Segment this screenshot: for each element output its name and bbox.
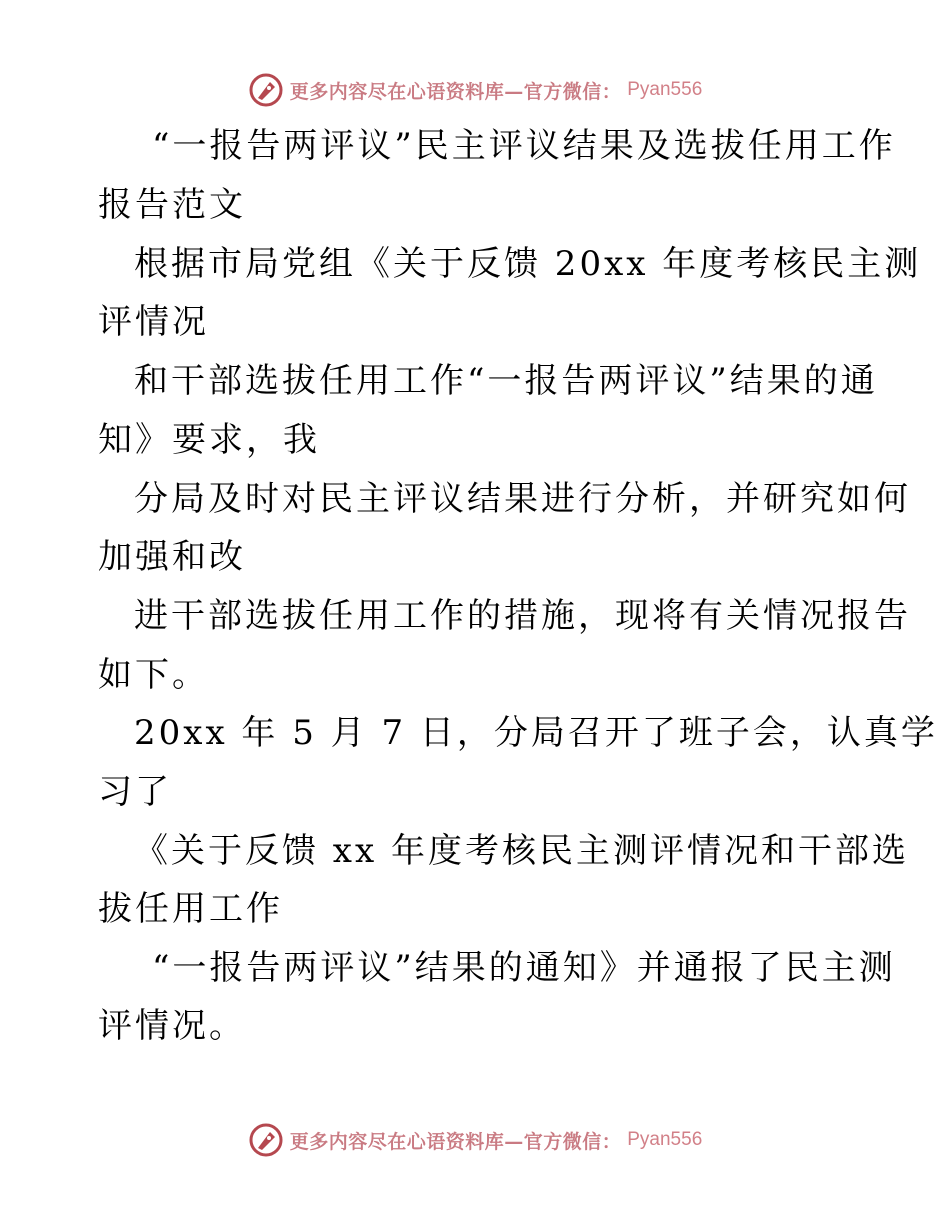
banner-text: 更多内容尽在心语资料库—官方微信： (289, 1130, 622, 1153)
banner-wechat-id: Pyan556 (627, 1129, 703, 1150)
banner-text: 更多内容尽在心语资料库—官方微信： (289, 80, 622, 103)
doc-title-line-2: 报告范文 (98, 185, 246, 225)
footer-banner (0, 1120, 950, 1160)
doc-line: 习了 (98, 772, 172, 812)
doc-title-line-1: “一报告两评议”民主评议结果及选拔任用工作 (152, 126, 896, 166)
doc-line: 和干部选拔任用工作“一报告两评议”结果的通 (134, 361, 878, 401)
doc-line: 拔任用工作 (98, 889, 283, 929)
doc-line: 知》要求，我 (98, 420, 320, 460)
pen-nib-logo-icon (248, 72, 284, 108)
pen-nib-logo-icon (248, 1122, 284, 1158)
doc-line: 进干部选拔任用工作的措施，现将有关情况报告 (134, 596, 911, 636)
doc-line: “一报告两评议”结果的通知》并通报了民主测 (152, 948, 896, 988)
doc-line: 评情况。 (98, 1006, 246, 1046)
doc-line: 评情况 (98, 302, 209, 342)
doc-line: 加强和改 (98, 537, 246, 577)
doc-line: 根据市局党组《关于反馈 20xx 年度考核民主测 (134, 244, 922, 284)
doc-line: 如下。 (98, 655, 209, 695)
doc-line: 20xx 年 5 月 7 日，分局召开了班子会，认真学 (134, 713, 938, 753)
banner-wechat-id: Pyan556 (627, 79, 703, 100)
doc-line: 分局及时对民主评议结果进行分析，并研究如何 (134, 479, 911, 519)
header-banner (0, 70, 950, 110)
doc-line: 《关于反馈 xx 年度考核民主测评情况和干部选 (134, 831, 909, 871)
